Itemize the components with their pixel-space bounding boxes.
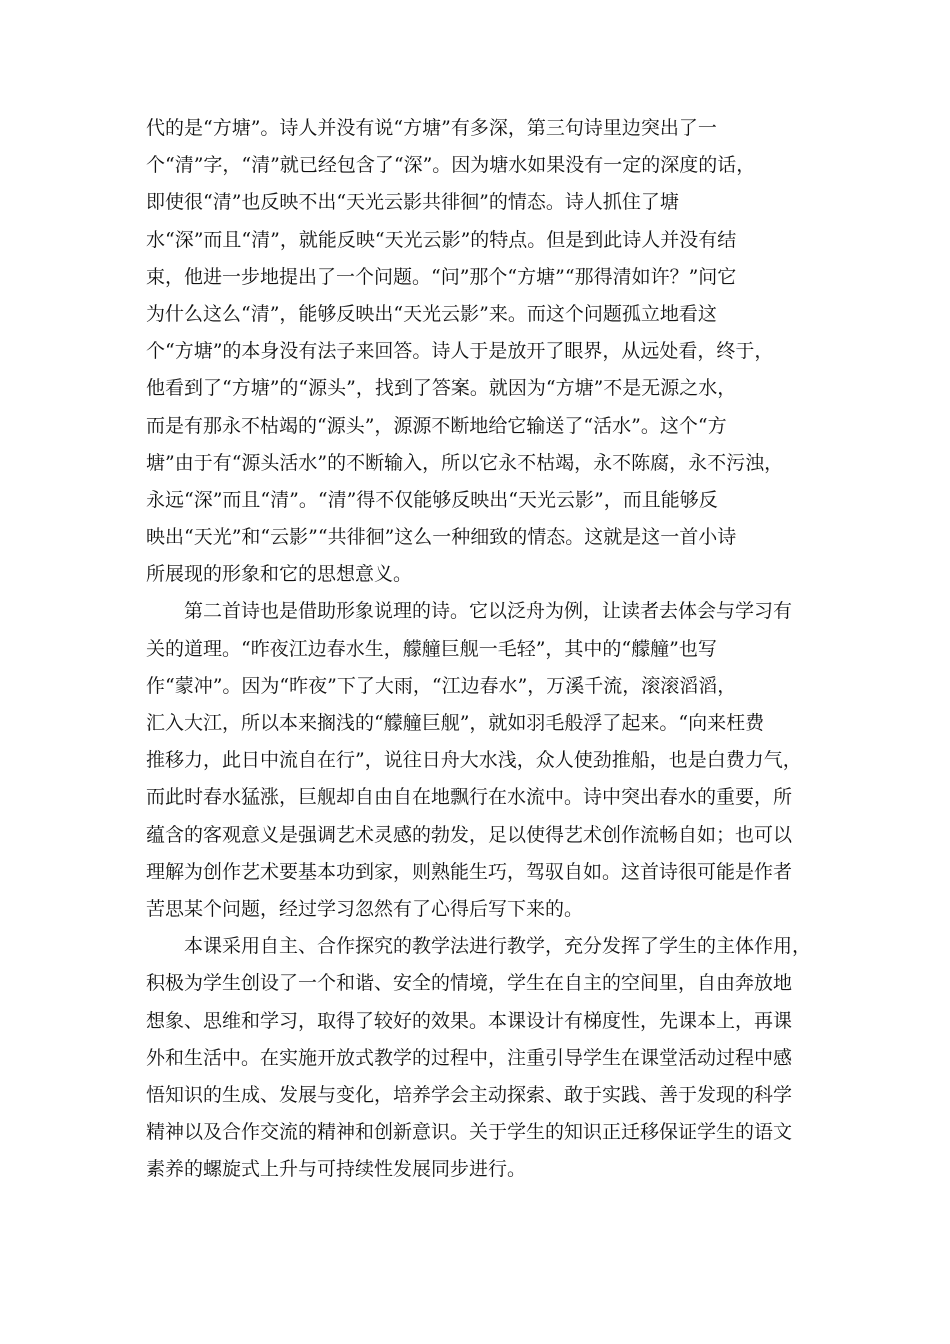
text-line: 外和生活中。在实施开放式教学的过程中，注重引导学生在课堂活动过程中感: [146, 1046, 793, 1069]
text-line: 想象、思维和学习，取得了较好的效果。本课设计有梯度性，先课本上，再课: [146, 1009, 793, 1032]
text-line: 蕴含的客观意义是强调艺术灵感的勃发，足以使得艺术创作流畅自如；也可以: [146, 823, 793, 846]
text-line: 积极为学生创设了一个和谐、安全的情境，学生在自主的空间里，自由奔放地: [146, 972, 793, 995]
paragraph-start-line: 第二首诗也是借助形象说理的诗。它以泛舟为例，让读者去体会与学习有: [184, 600, 793, 623]
text-line: 映出“天光”和“云影”“共徘徊”这么一种细致的情态。这就是这一首小诗: [146, 526, 737, 549]
text-line: 悟知识的生成、发展与变化，培养学会主动探索、敢于实践、善于发现的科学: [146, 1083, 793, 1106]
text-line: 塘”由于有“源头活水”的不断输入，所以它永不枯竭，永不陈腐，永不污浊，: [146, 451, 784, 474]
text-line: 而是有那永不枯竭的“源头”，源源不断地给它输送了“活水”。这个“方: [146, 414, 727, 437]
paragraph-start-line: 本课采用自主、合作探究的教学法进行教学，充分发挥了学生的主体作用，: [184, 935, 812, 958]
text-line: 推移力，此日中流自在行”，说往日舟大水浅，众人使劲推船，也是白费力气，: [146, 749, 802, 772]
text-line: 作“蒙冲”。因为“昨夜”下了大雨，“江边春水”，万溪千流，滚滚滔滔，: [146, 674, 737, 697]
text-line: 为什么这么“清”，能够反映出“天光云影”来。而这个问题孤立地看这: [146, 302, 717, 325]
text-line: 水“深”而且“清”，就能反映“天光云影”的特点。但是到此诗人并没有结: [146, 228, 737, 251]
text-line: 所展现的形象和它的思想意义。: [146, 563, 413, 586]
text-line: 汇入大江，所以本来搁浅的“艨艟巨舰”，就如羽毛般浮了起来。“向来枉费: [146, 712, 765, 734]
text-line: 永远“深”而且“清”。“清”得不仅能够反映出“天光云影”，而且能够反: [146, 488, 718, 511]
text-line: 精神以及合作交流的精神和创新意识。关于学生的知识正迁移保证学生的语文: [146, 1121, 793, 1144]
text-line: 个“清”字，“清”就已经包含了“深”。因为塘水如果没有一定的深度的话，: [146, 154, 756, 177]
text-line: 束，他进一步地提出了一个问题。“问”那个“方塘”“那得清如许？”问它: [146, 265, 737, 288]
text-line: 关的道理。“昨夜江边春水生，艨艟巨舰一毛轻”，其中的“艨艟”也写: [146, 637, 717, 660]
body-text: [146, 110, 816, 1188]
text-line: 他看到了“方塘”的“源头”，找到了答案。就因为“方塘”不是无源之水，: [146, 377, 737, 400]
text-line: 代的是“方塘”。诗人并没有说“方塘”有多深，第三句诗里边突出了一: [146, 117, 717, 139]
text-line: 素养的螺旋式上升与可持续性发展同步进行。: [146, 1158, 527, 1181]
text-line: 理解为创作艺术要基本功到家，则熟能生巧，驾驭自如。这首诗很可能是作者: [146, 860, 793, 883]
text-line: 苦思某个问题，经过学习忽然有了心得后写下来的。: [146, 897, 584, 920]
text-line: 而此时春水猛涨，巨舰却自由自在地飘行在水流中。诗中突出春水的重要，所: [146, 786, 793, 809]
text-line: 即使很“清”也反映不出“天光云影共徘徊”的情态。诗人抓住了塘: [146, 191, 679, 214]
text-line: 个“方塘”的本身没有法子来回答。诗人于是放开了眼界，从远处看，终于，: [146, 340, 774, 363]
